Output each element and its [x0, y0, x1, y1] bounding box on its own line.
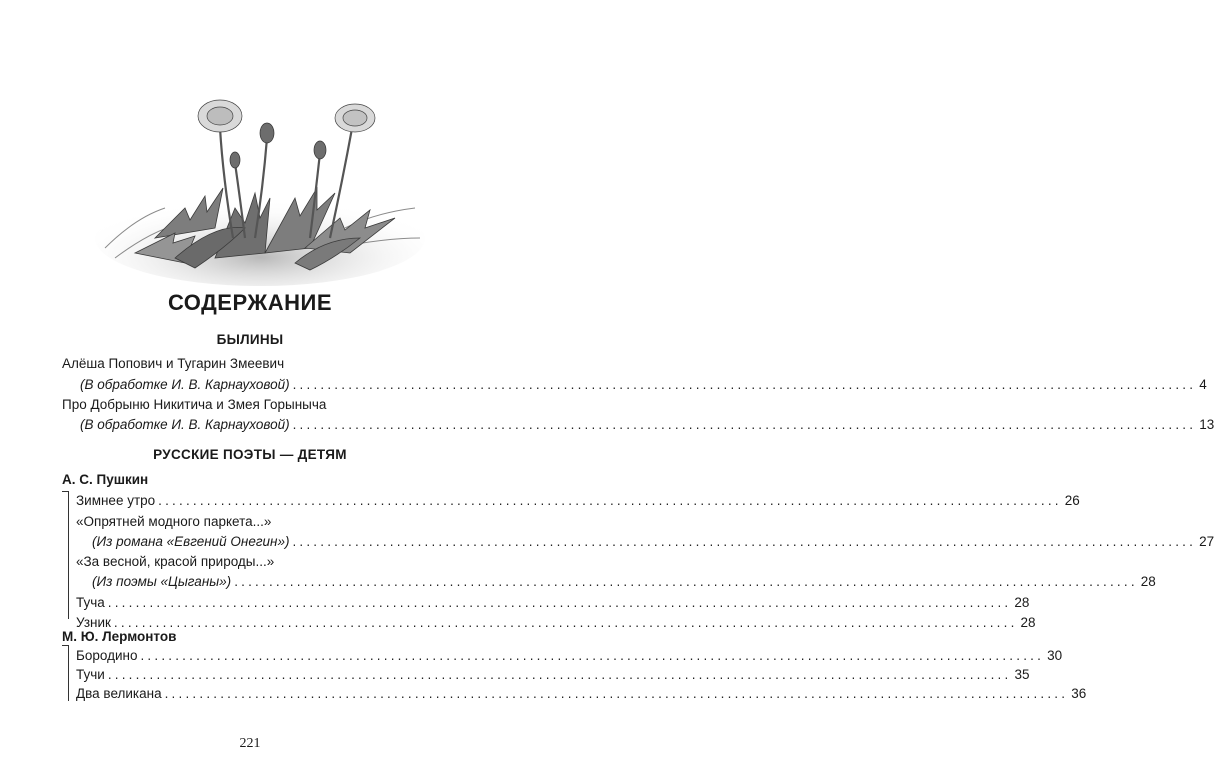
dot-leader: ..................................................................................................................................	[292, 417, 1197, 432]
toc-page-number: 35	[1014, 667, 1030, 682]
dot-leader: ..................................................................................................................................	[234, 574, 1138, 589]
toc-page-number: 28	[1140, 574, 1156, 589]
toc-entry-title: Зимнее утро	[76, 493, 156, 508]
toc-entry-line[interactable]	[80, 417, 1214, 435]
toc-entry-note: (В обработке И. В. Карнауховой)	[80, 417, 290, 432]
toc-page-number: 27	[1199, 534, 1214, 549]
toc-entry-note: (Из романа «Евгений Онегин»)	[92, 534, 290, 549]
dot-leader: ..................................................................................................................................	[164, 686, 1069, 701]
toc-entry-line[interactable]	[92, 534, 1214, 552]
toc-entry-line[interactable]	[80, 377, 1207, 395]
dot-leader: ..................................................................................................................................	[107, 667, 1012, 682]
toc-page-number: 13	[1199, 417, 1214, 432]
toc-entry-title: «За весной, красой природы...»	[76, 554, 275, 569]
author-name: А. С. Пушкин	[62, 472, 149, 487]
author-bracket-tick	[62, 645, 69, 646]
toc-entry-line[interactable]	[76, 493, 1080, 511]
dot-leader: ..................................................................................................................................	[140, 648, 1045, 663]
toc-entry-title: Про Добрыню Никитича и Змея Горыныча	[62, 397, 327, 412]
toc-entry-title: Тучи	[76, 667, 105, 682]
section-heading-byliny: БЫЛИНЫ	[216, 332, 284, 347]
dot-leader: ..................................................................................................................................	[158, 493, 1062, 508]
section-heading-poets: РУССКИЕ ПОЭТЫ — ДЕТЯМ	[153, 447, 347, 462]
toc-entry-title: Узник	[76, 615, 111, 630]
toc-entry-line[interactable]	[76, 667, 1030, 685]
toc-entry-title: Туча	[76, 595, 105, 610]
dot-leader: ..................................................................................................................................	[292, 377, 1197, 392]
toc-entry-title: Два великана	[76, 686, 162, 701]
toc-entry-title: Бородино	[76, 648, 138, 663]
toc-entry-line[interactable]	[92, 574, 1156, 592]
dandelion-illustration	[95, 88, 425, 288]
toc-page-number: 30	[1047, 648, 1063, 663]
toc-entry-note: (В обработке И. В. Карнауховой)	[80, 377, 290, 392]
author-bracket-line	[68, 491, 69, 619]
toc-page-number: 26	[1064, 493, 1080, 508]
contents-title: СОДЕРЖАНИЕ	[167, 290, 333, 315]
author-bracket-line	[68, 645, 69, 701]
page-number: 221	[239, 736, 261, 751]
toc-page-number: 28	[1020, 615, 1036, 630]
toc-page-number: 4	[1199, 377, 1207, 392]
toc-entry-line[interactable]	[76, 686, 1087, 704]
toc-entry-title: Алёша Попович и Тугарин Змеевич	[62, 356, 285, 371]
toc-entry-note: (Из поэмы «Цыганы»)	[92, 574, 232, 589]
dot-leader: ..................................................................................................................................	[107, 595, 1012, 610]
toc-page-number: 36	[1071, 686, 1087, 701]
dot-leader: ..................................................................................................................................	[292, 534, 1197, 549]
author-name: М. Ю. Лермонтов	[62, 629, 177, 644]
toc-page-number: 28	[1014, 595, 1030, 610]
toc-entry-line[interactable]	[76, 648, 1063, 666]
dot-leader: ..................................................................................................................................	[113, 615, 1018, 630]
toc-entry-line[interactable]	[76, 595, 1030, 613]
author-bracket-tick	[62, 491, 69, 492]
toc-entry-title: «Опрятней модного паркета...»	[76, 514, 272, 529]
